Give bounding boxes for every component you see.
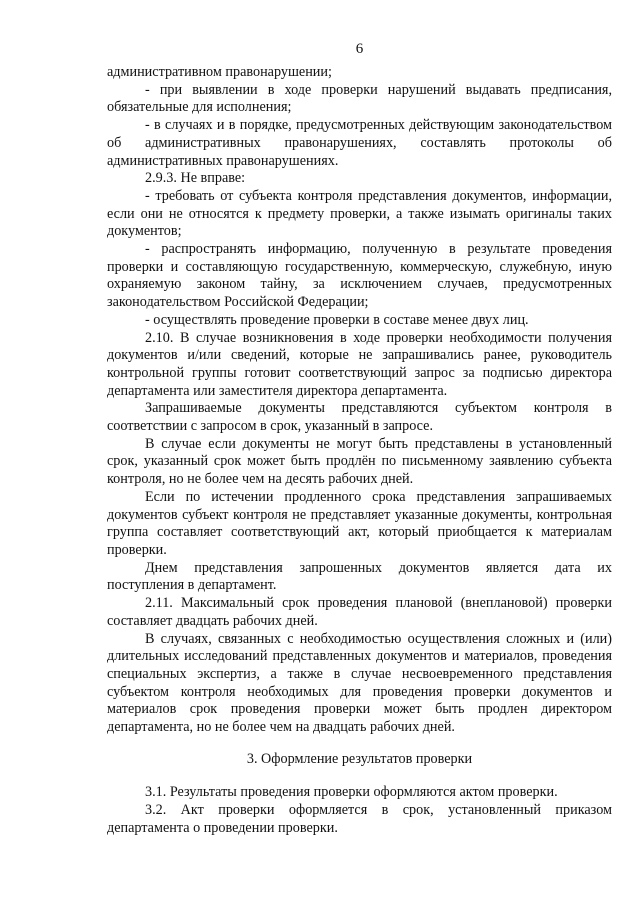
paragraph: 3.2. Акт проверки оформляется в срок, установленный приказом департамента о проведении проверки. — [107, 802, 612, 836]
page-number: 6 — [355, 41, 364, 57]
paragraph: Днем представления запрошенных документов является дата их поступления в департамент. — [107, 559, 612, 594]
document-body — [107, 64, 612, 838]
paragraph: Запрашиваемые документы представляются субъектом контроля в соответствии с запросом в срок, указанный в запросе. — [107, 400, 612, 435]
paragraph: Если по истечении продленного срока представления запрашиваемых документов субъект контроля не представляет указанные документы, контрольная группа составляет соответствующий акт, который приобщается к материалам проверки. — [107, 488, 612, 558]
paragraph: 2.11. Максимальный срок проведения плановой (внеплановой) проверки составляет двадцать рабочих дней. — [107, 595, 612, 629]
paragraph: 3.1. Результаты проведения проверки оформляются актом проверки. — [145, 784, 558, 801]
paragraph: - распространять информацию, полученную в результате проведения проверки и составляющую государственную, коммерческую, служебную, иную охраняемую законом тайну, за исключением случаев, предусмотренных законодательством Российской Федерации; — [107, 241, 612, 311]
section-heading: 3. Оформление результатов проверки — [246, 750, 473, 767]
paragraph: - требовать от субъекта контроля представления документов, информации, если они не относятся к предмету проверки, а также изымать оригиналы таких документов; — [107, 187, 612, 240]
paragraph: - осуществлять проведение проверки в составе менее двух лиц. — [145, 311, 529, 328]
paragraph: 2.10. В случае возникновения в ходе проверки необходимости получения документов и/или сведений, которые не запрашивались ранее, руководитель контрольной группы готовит соответствующий запрос за подписью директора департамента или заместителя директора департамента. — [107, 329, 612, 399]
paragraph: В случаях, связанных с необходимостью осуществления сложных и (или) длительных исследований представленных документов и материалов, проведения специальных экспертиз, а также в случае несвоевременного представления субъектом контроля необходимых для проведения проверки документов и материалов срок проведения проверки может быть продлен директором департамента, но не более чем на двадцать рабочих дней. — [107, 630, 612, 736]
paragraph: - в случаях и в порядке, предусмотренных действующим законодательством об административных правонарушениях, составлять протоколы об административных правонарушениях. — [107, 117, 612, 169]
paragraph: - при выявлении в ходе проверки нарушений выдавать предписания, обязательные для исполнения; — [107, 81, 612, 116]
paragraph: административном правонарушении; — [107, 64, 332, 80]
paragraph: 2.9.3. Не вправе: — [145, 170, 246, 187]
paragraph: В случае если документы не могут быть представлены в установленный срок, указанный срок может быть продлён по письменному заявлению субъекта контроля, но не более чем на десять рабочих дней. — [107, 435, 612, 488]
